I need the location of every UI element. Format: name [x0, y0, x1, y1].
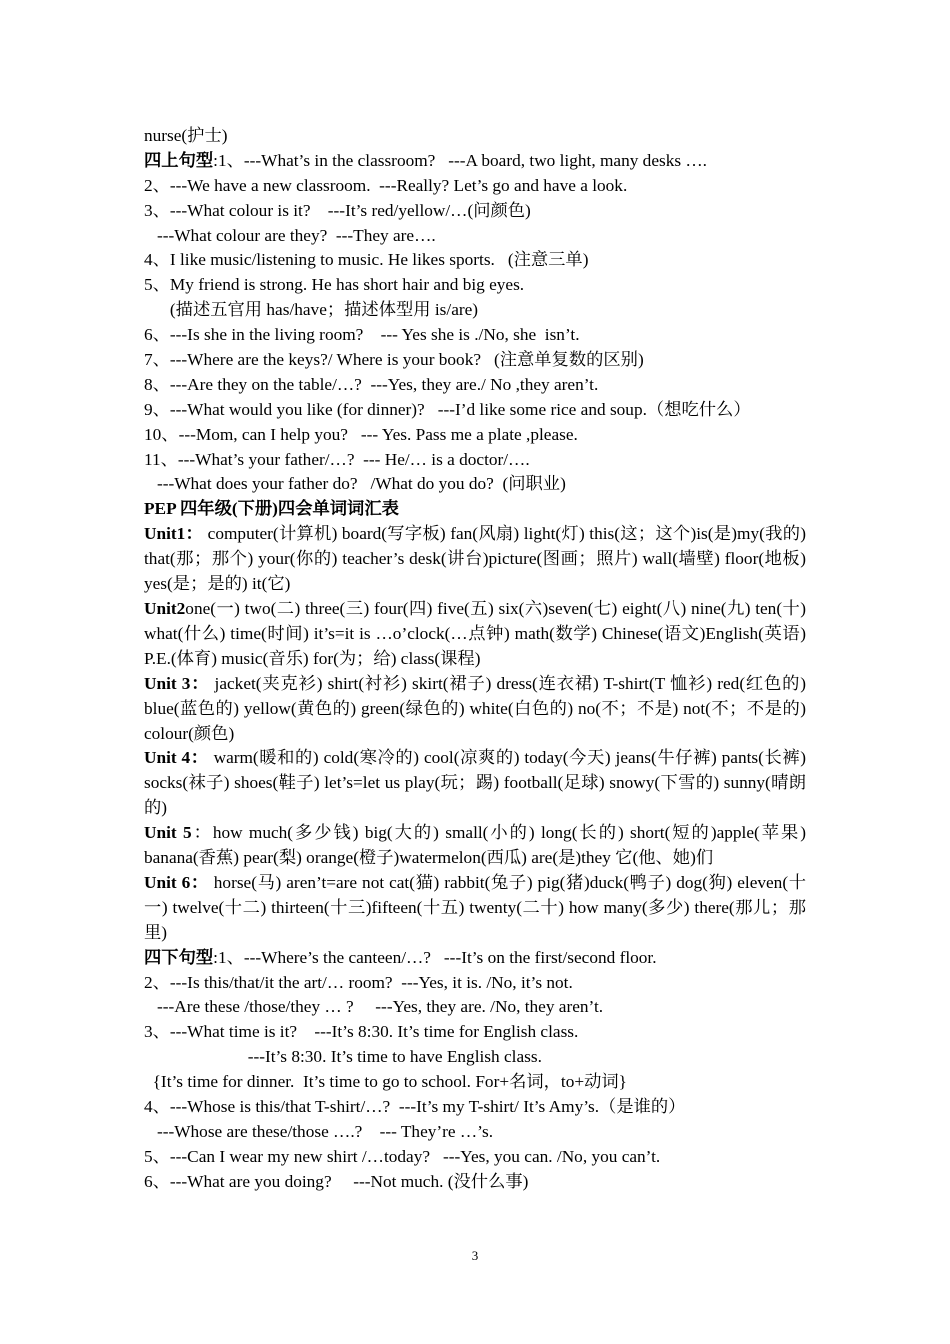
line-text: 2、---Is this/that/it the art/… room? ---Yes, it is. /No, it’s not.	[144, 972, 573, 992]
line-text: :1、---Where’s the canteen/…? ---It’s on the first/second floor.	[213, 947, 657, 967]
line-text: computer(计算机) board(写字板) fan(风扇) light(灯) this(这；这个)is(是)my(我的) that(那；那个) your(你的) teacher’s desk(讲台)picture(图画；照片) wall(墙壁) floor(地板) yes(是；是的) it(它)	[144, 524, 806, 594]
text-line	[144, 995, 806, 1020]
text-line	[144, 224, 806, 249]
text-line	[144, 298, 806, 323]
line-text: 4、---Whose is this/that T-shirt/…? ---It’s my T-shirt/ It’s Amy’s.（是谁的）	[144, 1097, 686, 1116]
line-text: ：how much(多少钱) big(大的) small(小的) long(长的) short(短的)apple(苹果) banana(香蕉) pear(梨) orange(橙子)watermelon(西瓜) are(是)they 它(他、她)们	[144, 823, 807, 868]
text-line	[144, 448, 806, 473]
line-text: 10、---Mom, can I help you? --- Yes. Pass me a plate ,please.	[144, 424, 578, 444]
bold-heading: Unit 3：	[144, 673, 210, 693]
text-line	[144, 472, 806, 497]
text-line	[144, 199, 806, 224]
line-text: 3、---What colour is it? ---It’s red/yellow/…(问颜色)	[144, 200, 531, 220]
line-text: one(一) two(二) three(三) four(四) five(五) six(六)seven(七) eight(八) nine(九) ten(十) what(什么) time(时间) it’s=it is …o’clock(…点钟) math(数学) Chinese(语文)English(英语) P.E.(体育) music(音乐) for(为；给) class(课程)	[144, 598, 806, 668]
text-line	[144, 323, 806, 348]
text-line	[144, 522, 806, 597]
line-text: ---Are these /those/they … ? ---Yes, they are. /No, they aren’t.	[144, 997, 604, 1017]
text-line	[144, 497, 806, 522]
text-line	[144, 971, 806, 996]
line-text: ---It’s 8:30. It’s time to have English class.	[144, 1047, 542, 1067]
line-text: warm(暖和的) cold(寒冷的) cool(凉爽的) today(今天) jeans(牛仔裤) pants(长裤) socks(袜子) shoes(鞋子) let’s=let us play(玩；踢) football(足球) snowy(下雪的) sunny(晴朗的)	[144, 748, 806, 818]
text-line	[144, 821, 806, 871]
bold-heading: Unit 5	[144, 823, 192, 843]
bold-heading: 四上句型	[144, 150, 214, 170]
text-line	[144, 946, 806, 971]
text-line	[144, 174, 806, 199]
text-line	[144, 746, 806, 821]
line-text: horse(马) aren’t=are not cat(猫) rabbit(兔子) pig(猪)duck(鸭子) dog(狗) eleven(十一) twelve(十二) thirteen(十三)fifteen(十五) twenty(二十) how many(多少) there(那儿；那里)	[144, 872, 806, 942]
line-text: 4、I like music/listening to music. He likes sports. (注意三单)	[144, 250, 589, 270]
text-line	[144, 1070, 806, 1095]
line-text: 8、---Are they on the table/…? ---Yes, they are./ No ,they aren’t.	[144, 374, 599, 394]
text-line	[144, 1145, 806, 1170]
text-line	[144, 1045, 806, 1070]
text-line	[144, 398, 806, 423]
text-line	[144, 871, 806, 946]
line-text: 3、---What time is it? ---It’s 8:30. It’s time for English class.	[144, 1022, 579, 1042]
line-text: 5、---Can I wear my new shirt /…today? ---Yes, you can. /No, you can’t.	[144, 1146, 661, 1166]
page-number: 3	[471, 1248, 479, 1263]
line-text: ---What does your father do? /What do you do? (问职业)	[144, 474, 566, 494]
text-line	[144, 124, 806, 149]
text-line	[144, 1170, 806, 1195]
bold-heading: PEP 四年级(下册)四会单词词汇表	[144, 499, 399, 519]
line-text: nurse(护士)	[144, 126, 228, 145]
line-text: 5、My friend is strong. He has short hair and big eyes.	[144, 275, 525, 295]
line-text: {It’s time for dinner. It’s time to go to school. For+名词，to+动词}	[144, 1072, 627, 1092]
line-text: :1、---What’s in the classroom? ---A board, two light, many desks ….	[213, 150, 707, 170]
line-text: jacket(夹克衫) shirt(衬衫) skirt(裙子) dress(连衣裙) T-shirt(T 恤衫) red(红色的) blue(蓝色的) yellow(黄色的) green(绿色的) white(白色的) no(不；不是) not(不；不是的) colour(颜色)	[144, 673, 806, 743]
text-line	[144, 348, 806, 373]
text-line	[144, 597, 806, 672]
bold-heading: Unit1：	[144, 524, 204, 544]
text-line	[144, 149, 806, 174]
line-text: ---What colour are they? ---They are….	[144, 225, 436, 245]
line-text: 2、---We have a new classroom. ---Really? Let’s go and have a look.	[144, 175, 628, 195]
line-text: 7、---Where are the keys?/ Where is your book? (注意单复数的区别)	[144, 350, 644, 370]
text-line	[144, 373, 806, 398]
line-text: 11、---What’s your father/…? --- He/… is a doctor/….	[144, 449, 530, 469]
text-line	[144, 1020, 806, 1045]
text-line	[144, 1095, 806, 1120]
bold-heading: Unit 4：	[144, 748, 209, 768]
bold-heading: Unit 6：	[144, 872, 209, 892]
bold-heading: 四下句型	[144, 947, 214, 967]
document-page	[144, 124, 806, 1195]
line-text: (描述五官用 has/have；描述体型用 is/are)	[144, 300, 479, 320]
line-text: 6、---What are you doing? ---Not much. (没什么事)	[144, 1171, 529, 1191]
line-text: ---Whose are these/those ….? --- They’re …’s.	[144, 1121, 494, 1141]
text-line	[144, 273, 806, 298]
line-text: 6、---Is she in the living room? --- Yes she is ./No, she isn’t.	[144, 325, 580, 345]
bold-heading: Unit2	[144, 598, 186, 618]
text-line	[144, 672, 806, 747]
line-text: 9、---What would you like (for dinner)? ---I’d like some rice and soup.（想吃什么）	[144, 399, 751, 419]
text-line	[144, 1120, 806, 1145]
text-line	[144, 248, 806, 273]
text-line	[144, 423, 806, 448]
